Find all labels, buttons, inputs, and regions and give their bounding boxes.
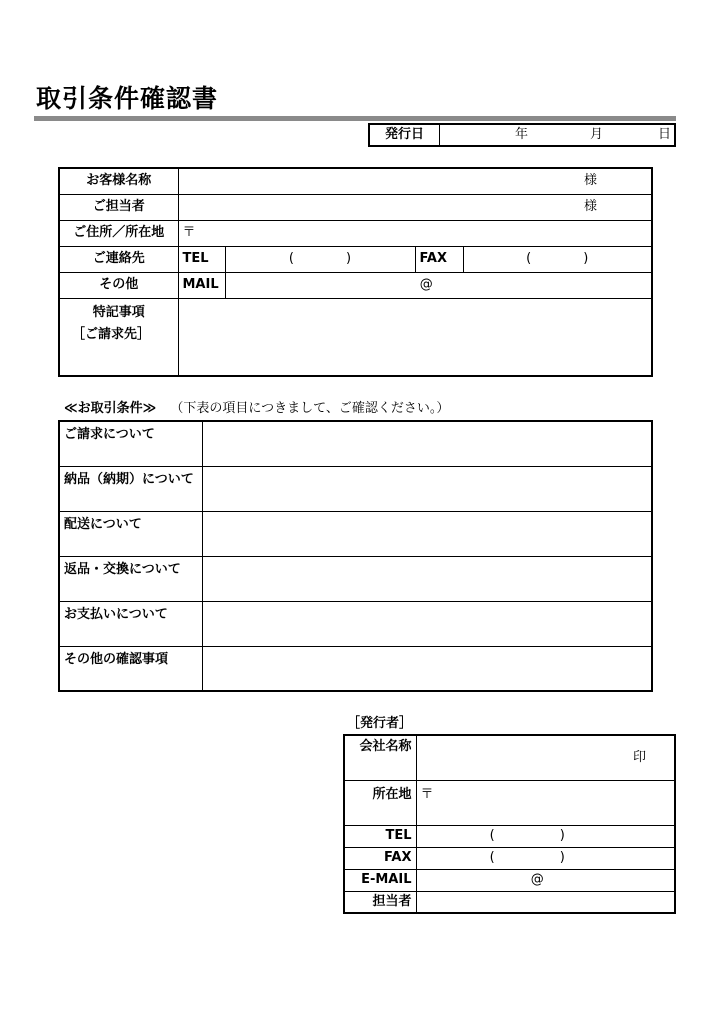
issuer-tel-label: TEL [344,825,416,847]
condition-row [59,646,652,691]
issuer-heading: ［発行者］ [347,716,413,731]
issue-date-label: 発行日 [369,124,440,146]
condition-row [59,466,652,511]
month-label: 月 [590,127,604,142]
issuer-person-field[interactable] [416,891,675,913]
address-label: ご住所／所在地 [59,220,178,246]
document-title: 取引条件確認書 [36,84,219,113]
issuer-email-label: E-MAIL [344,869,416,891]
seal-mark: 印 [632,749,646,765]
issuer-table [343,734,676,914]
mail-label: MAIL [178,272,225,298]
condition-row [59,601,652,646]
condition-field[interactable] [202,511,652,556]
issuer-fax-label: FAX [344,847,416,869]
notes-label-line-1: 特記事項 [92,304,145,320]
mail-field[interactable] [225,272,652,298]
condition-row [59,556,652,601]
notes-label-line-2: ［ご請求先］ [72,326,151,342]
customer-name-field[interactable] [178,168,652,194]
contact-person-field[interactable] [178,194,652,220]
other-label: その他 [59,272,178,298]
tel-field[interactable]: ( ) [225,246,415,272]
phone-label: ご連絡先 [59,246,178,272]
issuer-address-field[interactable] [416,780,675,825]
condition-label: その他の確認事項 [59,646,202,691]
condition-row [59,511,652,556]
condition-label: お支払いについて [59,601,202,646]
condition-field[interactable] [202,556,652,601]
notes-field[interactable] [178,298,652,376]
issuer-postal-mark: 〒 [420,786,434,802]
condition-field[interactable] [202,601,652,646]
conditions-table [58,420,653,692]
conditions-title: ≪お取引条件≫ [64,401,157,416]
customer-name-label: お客様名称 [59,168,178,194]
issuer-email-field[interactable] [416,869,675,891]
condition-field[interactable] [202,646,652,691]
year-label: 年 [515,127,529,142]
mail-at-sign: @ [419,277,433,292]
issuer-email-at-sign: @ [530,872,544,887]
day-label: 日 [658,127,672,142]
title-underline [34,116,676,121]
issuer-person-label: 担当者 [344,891,416,913]
customer-name-honorific: 様 [583,173,597,189]
tel-label: TEL [178,246,225,272]
issue-date-table [368,123,676,147]
issuer-company-label: 会社名称 [344,735,416,780]
issuer-address-label: 所在地 [344,780,416,825]
condition-label: ご請求について [59,421,202,466]
issuer-company-field[interactable] [416,735,675,780]
condition-label: 納品（納期）について [59,466,202,511]
conditions-note: （下表の項目につきまして、ご確認ください。） [170,401,450,416]
notes-label [59,298,178,376]
postal-mark: 〒 [182,225,196,240]
conditions-heading [64,401,449,417]
condition-row [59,421,652,466]
condition-field[interactable] [202,466,652,511]
issuer-tel-field[interactable]: ( ) [416,825,675,847]
customer-table [58,167,653,377]
fax-label: FAX [415,246,463,272]
condition-label: 配送について [59,511,202,556]
issue-date-field[interactable] [440,124,676,146]
fax-field[interactable]: ( ) [463,246,652,272]
condition-label: 返品・交換について [59,556,202,601]
issuer-fax-field[interactable]: ( ) [416,847,675,869]
address-field[interactable] [178,220,652,246]
contact-person-label: ご担当者 [59,194,178,220]
condition-field[interactable] [202,421,652,466]
contact-person-honorific: 様 [583,199,597,214]
